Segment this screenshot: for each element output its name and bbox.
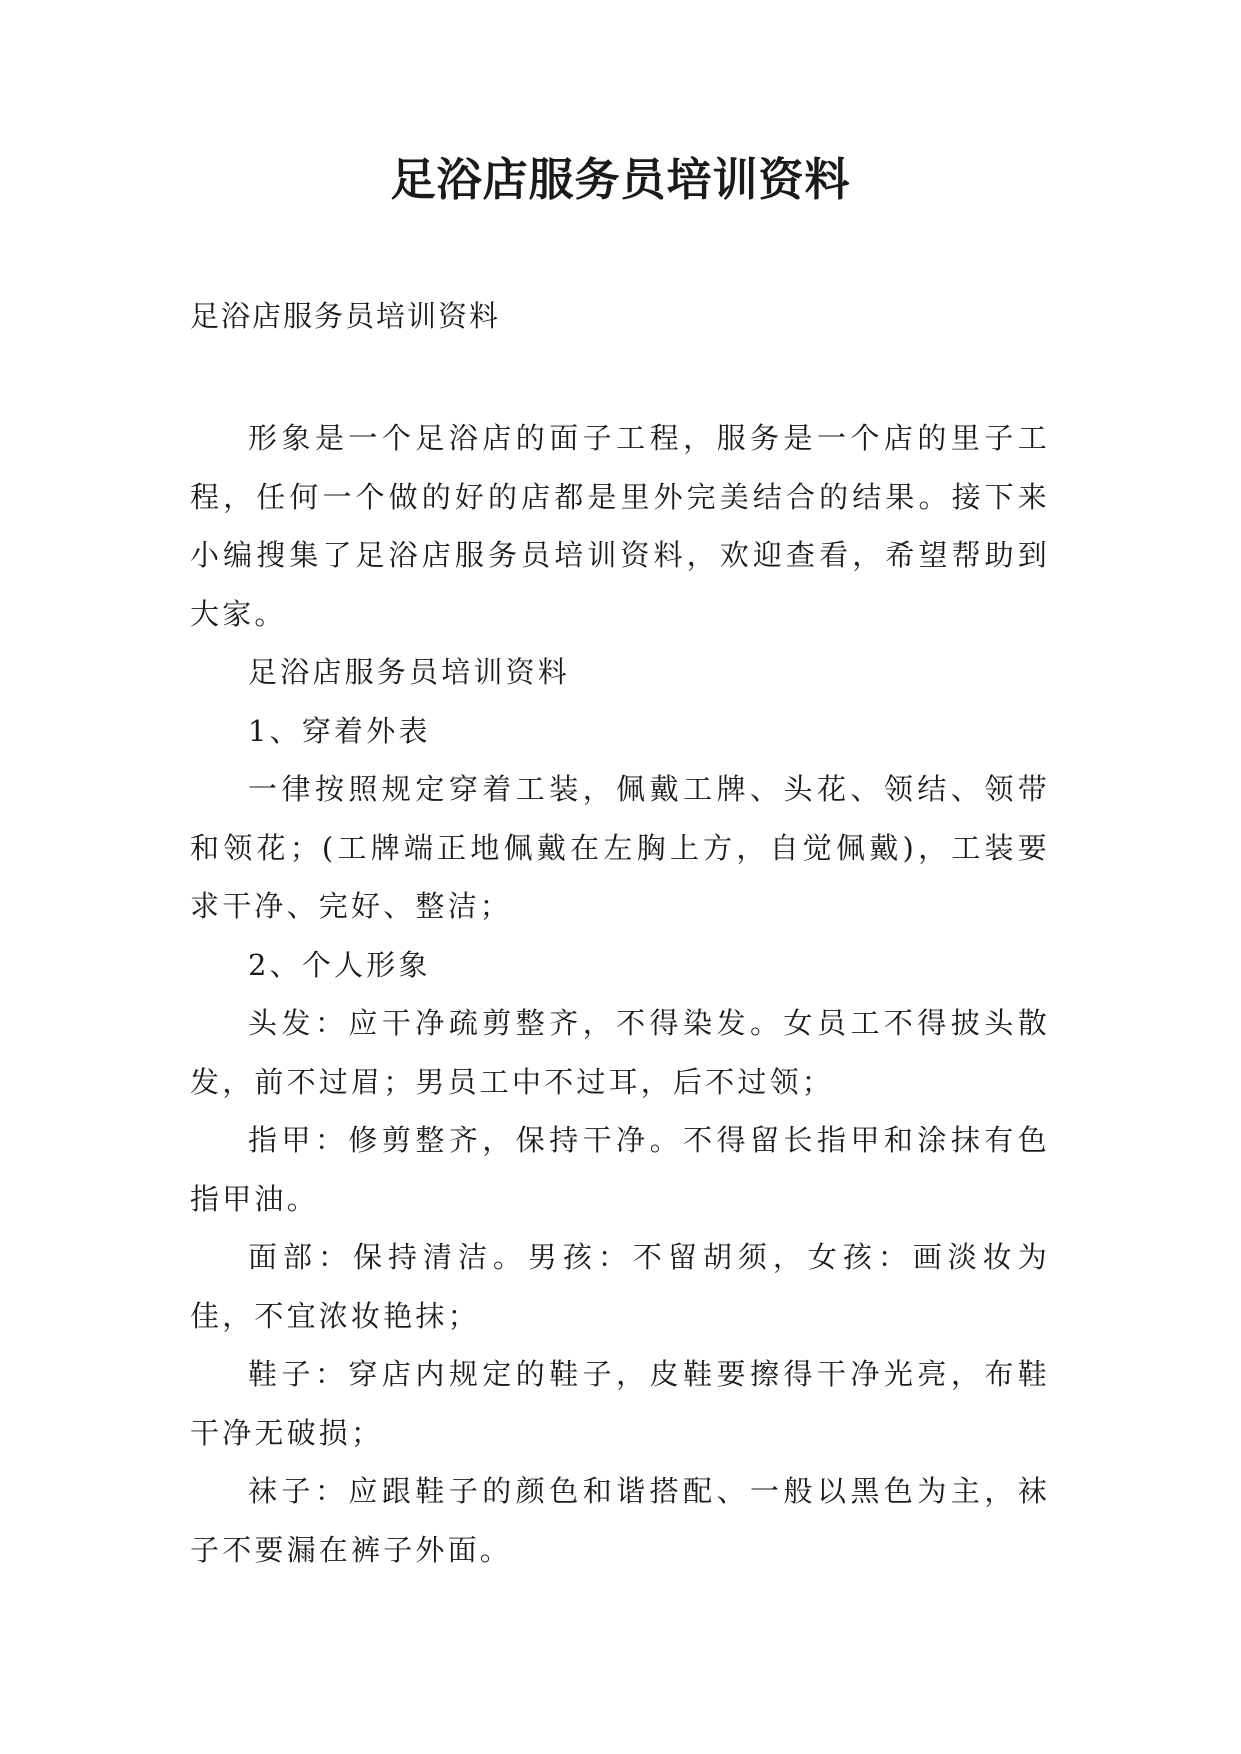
paragraph-shoes: 鞋子：穿店内规定的鞋子，皮鞋要擦得干净光亮，布鞋干净无破损； xyxy=(190,1357,1050,1450)
section-heading-attire: 1、穿着外表 xyxy=(248,713,431,748)
paragraph-nails: 指甲：修剪整齐，保持干净。不得留长指甲和涂抹有色指甲油。 xyxy=(190,1123,1050,1216)
document-body xyxy=(190,409,1050,1579)
document-subtitle: 足浴店服务员培训资料 xyxy=(190,299,501,333)
paragraph-attire: 一律按照规定穿着工装，佩戴工牌、头花、领结、领带和领花；(工牌端正地佩戴在左胸上方，自觉佩戴)，工装要求干净、完好、整洁； xyxy=(190,772,1050,923)
paragraph-heading: 足浴店服务员培训资料 xyxy=(248,655,571,689)
document-title: 足浴店服务员培训资料 xyxy=(390,153,851,206)
paragraph-intro: 形象是一个足浴店的面子工程，服务是一个店的里子工程，任何一个做的好的店都是里外完美结合的结果。接下来小编搜集了足浴店服务员培训资料，欢迎查看，希望帮助到大家。 xyxy=(190,421,1050,631)
paragraph-hair: 头发：应干净疏剪整齐，不得染发。女员工不得披头散发，前不过眉；男员工中不过耳，后不过领； xyxy=(190,1006,1050,1099)
paragraph-face: 面部：保持清洁。男孩：不留胡须，女孩：画淡妆为佳，不宜浓妆艳抹； xyxy=(190,1240,1050,1333)
paragraph-socks: 袜子：应跟鞋子的颜色和谐搭配、一般以黑色为主，袜子不要漏在裤子外面。 xyxy=(190,1474,1050,1567)
section-heading-image: 2、个人形象 xyxy=(248,947,431,982)
